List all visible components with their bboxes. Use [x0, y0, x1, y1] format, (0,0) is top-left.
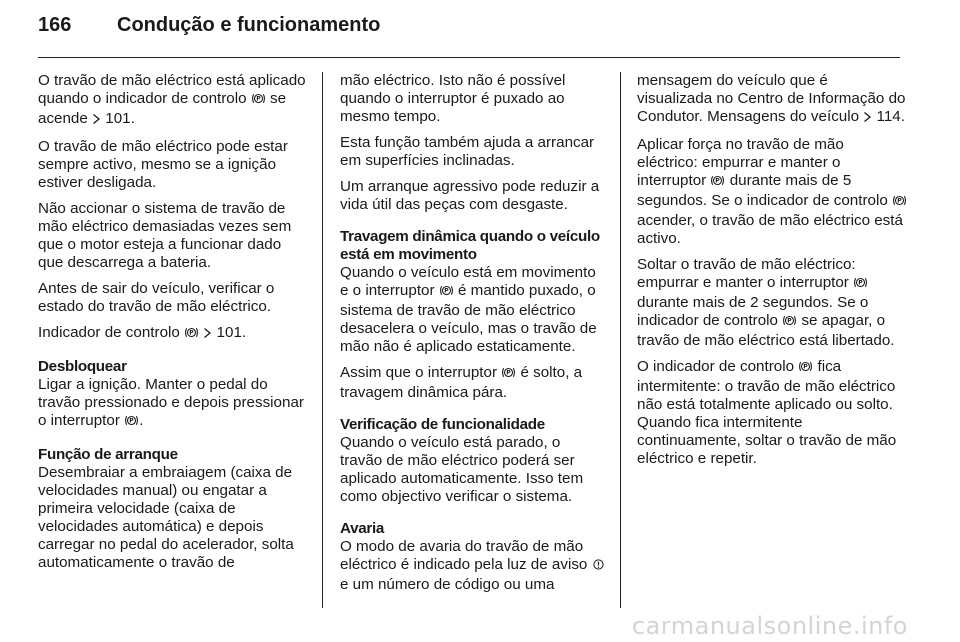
paragraph: Indicador de controlo P 101. — [38, 324, 306, 344]
paragraph: O travão de mão eléctrico está aplicado quando o indicador de controlo P se acende 101. — [38, 72, 306, 130]
paragraph: Quando o veículo está em movimento e o interruptor P é mantido puxado, o sistema de travão de mão eléctrico desacelera o veículo, mas o travão de mão não é aplicado estaticamente. — [340, 264, 597, 355]
svg-text:P: P — [444, 287, 449, 295]
section-heading: Desbloquear — [38, 358, 127, 375]
svg-text:P: P — [715, 177, 721, 185]
svg-text:P: P — [897, 197, 902, 205]
parking-brake-icon — [501, 366, 516, 384]
parking-brake-icon — [798, 360, 813, 378]
paragraph: Assim que o interruptor P é solto, a travagem dinâmica pára. — [340, 364, 583, 401]
section-heading: Travagem dinâmica quando o veículo está em movimento — [340, 228, 600, 263]
svg-text:P: P — [787, 317, 792, 325]
parking-brake-icon — [892, 194, 907, 212]
paragraph: O travão de mão eléctrico pode estar sempre activo, mesmo se a ignição estiver desligada. — [38, 138, 288, 191]
column-divider — [620, 72, 621, 608]
svg-text:P: P — [803, 363, 808, 371]
column-3 — [637, 72, 907, 468]
paragraph: Esta função também ajuda a arrancar em superfícies inclinadas. — [340, 134, 595, 169]
column-2 — [340, 72, 606, 594]
page-reference-arrow-icon — [92, 112, 101, 130]
svg-text:P: P — [858, 279, 863, 287]
parking-brake-icon — [184, 326, 199, 344]
paragraph: Antes de sair do veículo, verificar o estado do travão de mão eléctrico. — [38, 280, 275, 315]
parking-brake-icon — [710, 174, 725, 192]
page-title: Condução e funcionamento — [117, 14, 381, 36]
parking-brake-icon — [251, 92, 266, 110]
page-number: 166 — [38, 14, 72, 36]
section-heading: Verificação de funcionalidade — [340, 416, 545, 433]
svg-text:P: P — [189, 329, 194, 337]
paragraph: Desembraiar a embraiagem (caixa de velocidades manual) ou engatar a primeira velocidade (caixa de velocidades automática) e depois carregar no pedal do acelerador, solta automaticamente o travão de — [38, 464, 294, 571]
watermark: carmanualsonline.info — [631, 612, 908, 640]
paragraph: O indicador de controlo P fica intermitente: o travão de mão eléctrico não está totalmente aplicado ou solto. Quando fica intermitente continuamente, soltar o travão de mão eléctrico e repetir. — [637, 358, 897, 467]
svg-text:P: P — [506, 369, 511, 377]
paragraph: Soltar o travão de mão eléctrico: empurrar e manter o interruptor P durante mais de 2 segundos. Se o indicador de controlo P se apagar, o travão de mão eléctrico está libertado. — [637, 256, 895, 349]
svg-text:P: P — [256, 95, 261, 103]
brake-warning-icon — [592, 558, 605, 576]
paragraph: mensagem do veículo que é visualizada no Centro de Informação do Condutor. Mensagens do veículo 114. — [637, 72, 907, 128]
paragraph: Ligar a ignição. Manter o pedal do travão pressionado e depois pressionar o interruptor P . — [38, 376, 306, 432]
parking-brake-icon — [439, 284, 454, 302]
paragraph: Não accionar o sistema de travão de mão eléctrico demasiadas vezes sem que o motor esteja a funcionar dado que descarrega a bateria. — [38, 200, 292, 271]
svg-text:P: P — [129, 417, 134, 425]
column-1 — [38, 72, 306, 572]
paragraph: Aplicar força no travão de mão eléctrico: empurrar e manter o interruptor P durante mais de 5 segundos. Se o indicador de controlo P acender, o travão de mão eléctrico está activo. — [637, 136, 907, 248]
page-reference-arrow-icon — [203, 326, 212, 344]
section-heading: Avaria — [340, 520, 385, 537]
parking-brake-icon — [782, 314, 797, 332]
column-divider — [322, 72, 323, 608]
parking-brake-icon — [124, 414, 139, 432]
page-reference-arrow-icon — [863, 110, 872, 128]
header-rule — [38, 57, 900, 58]
paragraph: O modo de avaria do travão de mão eléctrico é indicado pela luz de aviso e um número de código ou uma — [340, 538, 606, 594]
parking-brake-icon — [853, 276, 868, 294]
section-heading: Função de arranque — [38, 446, 178, 463]
paragraph: Quando o veículo está parado, o travão de mão eléctrico poderá ser aplicado automaticamente. Isso tem como objectivo verificar o sistema. — [340, 434, 584, 505]
paragraph: Um arranque agressivo pode reduzir a vida útil das peças com desgaste. — [340, 178, 600, 213]
paragraph: mão eléctrico. Isto não é possível quando o interruptor é puxado ao mesmo tempo. — [340, 72, 566, 125]
